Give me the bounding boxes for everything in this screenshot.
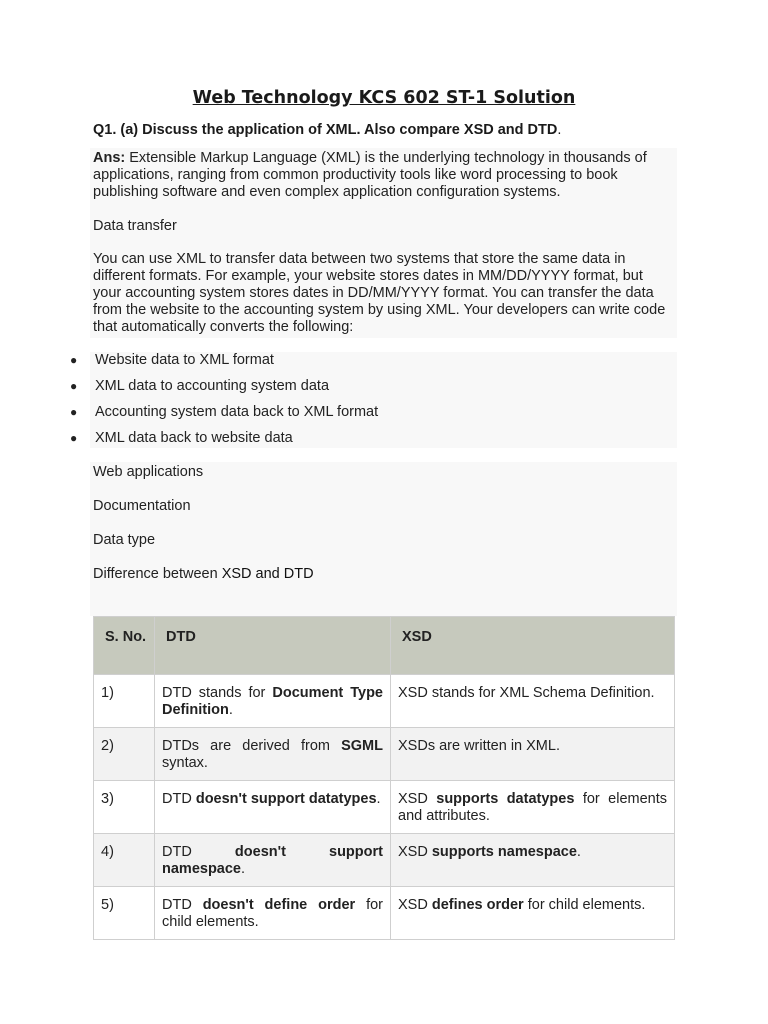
question-text: Q1. (a) Discuss the application of XML. Also compare XSD and DTD	[93, 122, 558, 138]
row-number: 5)	[94, 887, 155, 940]
xsd-cell: XSD stands for XML Schema Definition.	[391, 675, 675, 728]
table-row	[94, 728, 675, 781]
comparison-table	[93, 616, 675, 940]
header-xsd: XSD	[391, 617, 675, 675]
documentation-heading: Documentation	[93, 498, 191, 514]
xsd-cell: XSDs are written in XML.	[391, 728, 675, 781]
dtd-cell: DTDs are derived from SGML syntax.	[155, 728, 391, 781]
data-transfer-paragraph: You can use XML to transfer data between two systems that store the same data in different formats. For example, your website stores dates in MM/DD/YYYY format, but your accounting system stores dates in DD/MM/YYYY format. You can transfer the data from the website to the accounting system by using XML. Your developers can write code that automatically converts the following:	[93, 251, 666, 335]
xsd-cell: XSD supports namespace.	[391, 834, 675, 887]
data-type-heading: Data type	[93, 532, 156, 548]
row-number: 1)	[94, 675, 155, 728]
header-dtd: DTD	[155, 617, 391, 675]
dtd-cell: DTD doesn't support datatypes.	[155, 781, 391, 834]
table-row	[94, 834, 675, 887]
list-item: ● Accounting system data back to XML format	[60, 401, 680, 427]
question-heading	[93, 122, 561, 138]
row-number: 3)	[94, 781, 155, 834]
list-item: ● Website data to XML format	[60, 349, 680, 375]
xsd-cell: XSD supports datatypes for elements and attributes.	[391, 781, 675, 834]
answer-label: Ans:	[93, 150, 126, 166]
bullet-icon: ●	[70, 405, 78, 419]
xsd-cell: XSD defines order for child elements.	[391, 887, 675, 940]
list-item: ● XML data to accounting system data	[60, 375, 680, 401]
table-header-row	[94, 617, 675, 675]
row-number: 4)	[94, 834, 155, 887]
data-transfer-heading: Data transfer	[93, 218, 177, 234]
difference-term: XSD and DTD	[221, 566, 314, 582]
answer-paragraph	[93, 150, 673, 201]
bullet-icon: ●	[70, 431, 78, 445]
answer-text: Extensible Markup Language (XML) is the underlying technology in thousands of applications, ranging from common productivity tools like word processing to book publishing software and even complex application configuration systems.	[93, 150, 647, 200]
bullet-icon: ●	[70, 353, 78, 367]
conversion-list	[60, 349, 680, 453]
dtd-cell: DTD stands for Document Type Definition.	[155, 675, 391, 728]
dtd-cell: DTD doesn't support namespace.	[155, 834, 391, 887]
page-title: Web Technology KCS 602 ST-1 Solution	[192, 88, 576, 108]
list-item: ● XML data back to website data	[60, 427, 680, 453]
row-number: 2)	[94, 728, 155, 781]
dtd-cell: DTD doesn't define order for child elements.	[155, 887, 391, 940]
bullet-icon: ●	[70, 379, 78, 393]
difference-heading: Difference between XSD and DTD	[93, 566, 314, 582]
question-end: .	[557, 122, 562, 138]
header-sno: S. No.	[94, 617, 155, 675]
table-row	[94, 781, 675, 834]
web-applications-heading: Web applications	[93, 464, 204, 480]
table-row	[94, 675, 675, 728]
table-row	[94, 887, 675, 940]
